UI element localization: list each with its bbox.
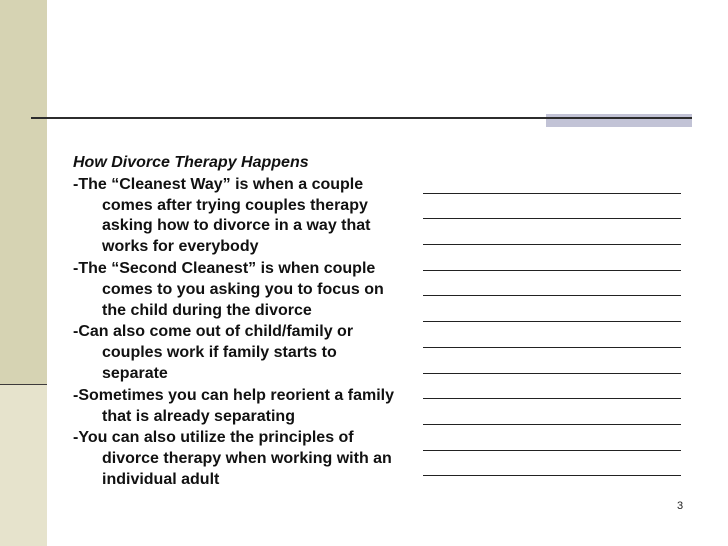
note-line [423, 425, 681, 451]
side-bar-top [0, 0, 47, 385]
note-lines [423, 168, 681, 476]
note-line [423, 451, 681, 477]
note-line [423, 399, 681, 425]
slide-number: 3 [677, 500, 684, 512]
note-line [423, 219, 681, 245]
slide-body [73, 153, 403, 492]
note-line [423, 271, 681, 297]
bullet-paragraph: -You can also utilize the principles of divorce therapy when working with an individual adult [73, 429, 392, 488]
title-rule-accent-line [546, 117, 692, 119]
note-line [423, 245, 681, 271]
bullet-paragraph: -Sometimes you can help reorient a family that is already separating [73, 386, 394, 425]
note-line [423, 348, 681, 374]
note-line [423, 374, 681, 400]
note-line [423, 168, 681, 194]
bullet-paragraph: -The “Second Cleanest” is when couple comes to you asking you to focus on the child during the divorce [73, 259, 384, 319]
note-line [423, 322, 681, 348]
side-bar-bottom [0, 385, 47, 546]
bullet-paragraph: -The “Cleanest Way” is when a couple comes after trying couples therapy asking how to divorce in a way that works for everybody [73, 175, 371, 256]
slide-heading: How Divorce Therapy Happens [73, 154, 309, 171]
bullet-paragraph: -Can also come out of child/family or couples work if family starts to separate [73, 323, 354, 382]
note-line [423, 296, 681, 322]
title-rule-accent [546, 114, 692, 127]
note-line [423, 194, 681, 220]
